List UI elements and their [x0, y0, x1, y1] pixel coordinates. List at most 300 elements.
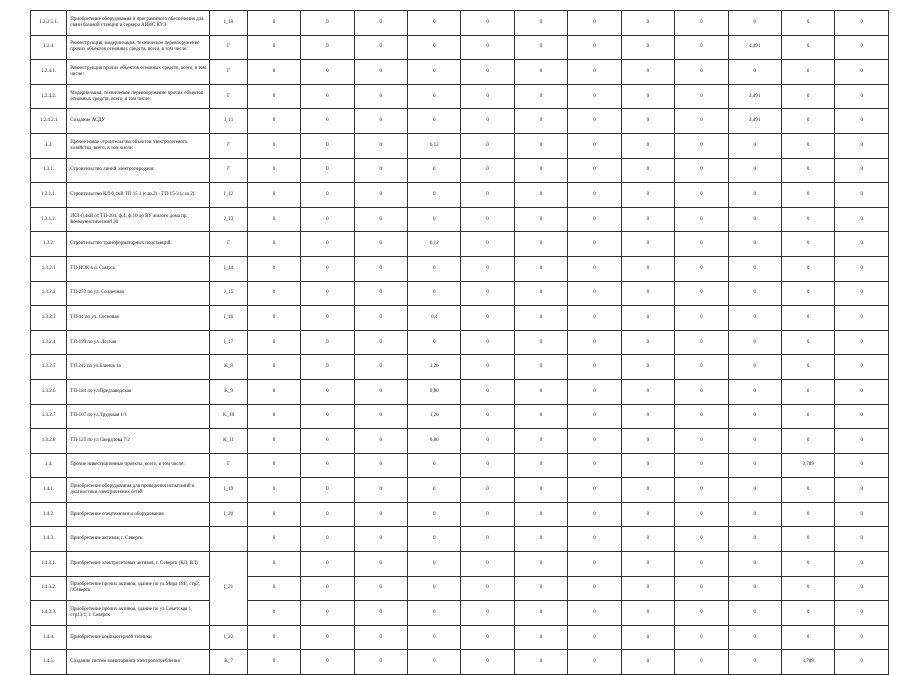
- row-code: Г: [210, 84, 247, 109]
- value-cell: 0: [354, 232, 407, 257]
- row-number: 1.4.3.: [31, 527, 67, 552]
- value-cell: 0: [675, 281, 728, 306]
- value-cell: 0: [568, 60, 621, 85]
- value-cell: 0: [621, 355, 674, 380]
- row-number: 1.2.4.: [31, 35, 67, 60]
- value-cell: 0: [514, 109, 567, 134]
- value-cell: 0: [247, 11, 300, 36]
- row-code: Г: [210, 133, 247, 158]
- row-code: Г: [210, 158, 247, 183]
- row-code: I_19: [210, 478, 247, 503]
- value-cell: 0: [835, 60, 889, 85]
- value-cell: 4,491: [728, 35, 781, 60]
- value-cell: 0: [728, 453, 781, 478]
- value-cell: 0: [728, 281, 781, 306]
- value-cell: 0: [621, 281, 674, 306]
- value-cell: 0: [568, 109, 621, 134]
- value-cell: 0: [408, 552, 461, 577]
- table-row: [31, 552, 889, 577]
- table-row: [31, 306, 889, 331]
- value-cell: 0: [461, 552, 514, 577]
- table-row: [31, 133, 889, 158]
- table-row: [31, 502, 889, 527]
- value-cell: 0: [728, 330, 781, 355]
- row-name: Приобретение оборудования и программного обеспечения для связи базовой станции и сервера АИИС КУЭ: [67, 11, 210, 36]
- value-cell: 0: [675, 60, 728, 85]
- value-cell: 0: [247, 453, 300, 478]
- value-cell: 0: [568, 133, 621, 158]
- value-cell: 0: [675, 552, 728, 577]
- value-cell: 0: [675, 158, 728, 183]
- value-cell: 0: [247, 650, 300, 675]
- value-cell: 0: [408, 256, 461, 281]
- value-cell: 0: [568, 232, 621, 257]
- value-cell: 0: [835, 429, 889, 454]
- value-cell: 0: [781, 60, 834, 85]
- value-cell: 0: [835, 650, 889, 675]
- value-cell: 0: [354, 306, 407, 331]
- value-cell: 0: [621, 84, 674, 109]
- row-code: K_7: [210, 650, 247, 675]
- value-cell: 0: [514, 158, 567, 183]
- value-cell: 0: [621, 601, 674, 626]
- value-cell: 0: [835, 35, 889, 60]
- value-cell: 0: [461, 84, 514, 109]
- row-name: Модернизация, техническое перевооружение прочих объектов основных средств, всего, в том числе:: [67, 84, 210, 109]
- value-cell: 0: [728, 232, 781, 257]
- value-cell: 0: [461, 35, 514, 60]
- value-cell: 0: [675, 109, 728, 134]
- value-cell: 0: [247, 84, 300, 109]
- value-cell: 0: [621, 35, 674, 60]
- value-cell: 0: [514, 379, 567, 404]
- value-cell: 0: [408, 60, 461, 85]
- row-number: 1.4.3.3.: [31, 601, 67, 626]
- value-cell: 0: [354, 330, 407, 355]
- value-cell: 3,789: [781, 650, 834, 675]
- value-cell: 0: [301, 60, 354, 85]
- table-row: [31, 11, 889, 36]
- value-cell: 0: [568, 158, 621, 183]
- value-cell: 0: [247, 330, 300, 355]
- value-cell: 0: [461, 133, 514, 158]
- value-cell: 0: [354, 133, 407, 158]
- value-cell: 0: [675, 355, 728, 380]
- value-cell: 0: [408, 84, 461, 109]
- value-cell: 0: [835, 84, 889, 109]
- table-row: [31, 379, 889, 404]
- row-code: J_13: [210, 207, 247, 232]
- value-cell: 0: [247, 281, 300, 306]
- value-cell: 0: [728, 355, 781, 380]
- value-cell: 0: [835, 281, 889, 306]
- value-cell: 0: [354, 60, 407, 85]
- value-cell: 0: [568, 429, 621, 454]
- value-cell: 0: [461, 158, 514, 183]
- value-cell: 0: [354, 527, 407, 552]
- value-cell: 0: [247, 478, 300, 503]
- value-cell: 0: [461, 330, 514, 355]
- value-cell: 0: [301, 527, 354, 552]
- row-code: I_22: [210, 625, 247, 650]
- value-cell: 0: [728, 576, 781, 601]
- value-cell: 1,26: [408, 404, 461, 429]
- value-cell: 0: [835, 330, 889, 355]
- row-number: 1.3.1.2.: [31, 207, 67, 232]
- value-cell: 0: [621, 650, 674, 675]
- row-number: 1.2.4.1.: [31, 60, 67, 85]
- value-cell: 0: [568, 478, 621, 503]
- row-code: I_17: [210, 330, 247, 355]
- value-cell: 0: [675, 625, 728, 650]
- value-cell: 0,80: [408, 429, 461, 454]
- row-name: Приобретение электросетевых активов, г. Северск (КЛ, ВЛ): [67, 552, 210, 577]
- table-row: [31, 429, 889, 454]
- value-cell: 0: [568, 256, 621, 281]
- row-name: ТП-44 по ул. Сосновая: [67, 306, 210, 331]
- row-name: Реконструкция, модернизация, техническое перевооружение прочих объектов основных средств, всего, в том числе:: [67, 35, 210, 60]
- value-cell: 0: [514, 11, 567, 36]
- table-row: [31, 601, 889, 626]
- value-cell: 0: [247, 60, 300, 85]
- value-cell: 0: [301, 502, 354, 527]
- value-cell: 0: [675, 379, 728, 404]
- value-cell: 0: [301, 232, 354, 257]
- value-cell: 0: [408, 453, 461, 478]
- value-cell: 0: [247, 133, 300, 158]
- value-cell: 0: [354, 625, 407, 650]
- value-cell: 0: [835, 207, 889, 232]
- row-name: Реконструкция прочих объектов основных средств, всего, в том числе:: [67, 60, 210, 85]
- value-cell: 0: [301, 84, 354, 109]
- value-cell: 0: [728, 60, 781, 85]
- row-number: 1.4.3.2.: [31, 576, 67, 601]
- value-cell: 0: [621, 453, 674, 478]
- value-cell: 0: [354, 552, 407, 577]
- value-cell: 0: [408, 35, 461, 60]
- value-cell: 0: [568, 502, 621, 527]
- value-cell: 0: [675, 11, 728, 36]
- value-cell: 0: [247, 502, 300, 527]
- table-row: [31, 207, 889, 232]
- value-cell: 0: [728, 158, 781, 183]
- value-cell: 0: [835, 256, 889, 281]
- value-cell: 0: [514, 650, 567, 675]
- value-cell: 0: [835, 625, 889, 650]
- row-number: 1.3.2.8: [31, 429, 67, 454]
- value-cell: 1,26: [408, 355, 461, 380]
- value-cell: 0: [621, 109, 674, 134]
- value-cell: 0: [781, 109, 834, 134]
- row-number: 1.3.1.: [31, 158, 67, 183]
- value-cell: 0: [675, 650, 728, 675]
- row-number: 1.3.: [31, 133, 67, 158]
- value-cell: 0: [408, 207, 461, 232]
- value-cell: 4,491: [728, 84, 781, 109]
- value-cell: 0: [247, 256, 300, 281]
- value-cell: 0: [461, 183, 514, 208]
- value-cell: 0: [568, 625, 621, 650]
- value-cell: 0: [781, 281, 834, 306]
- value-cell: 0: [675, 601, 728, 626]
- value-cell: 0: [568, 84, 621, 109]
- value-cell: 0: [568, 355, 621, 380]
- table-row: [31, 330, 889, 355]
- value-cell: 0: [728, 11, 781, 36]
- value-cell: 0: [301, 35, 354, 60]
- row-name: Создание АСДУ: [67, 109, 210, 134]
- value-cell: 0: [247, 306, 300, 331]
- value-cell: 0: [461, 281, 514, 306]
- value-cell: 0: [621, 502, 674, 527]
- row-number: 1.3.2.6: [31, 379, 67, 404]
- table-row: [31, 453, 889, 478]
- value-cell: 0: [354, 601, 407, 626]
- value-cell: 0: [621, 306, 674, 331]
- value-cell: 0: [781, 404, 834, 429]
- value-cell: 0: [354, 35, 407, 60]
- value-cell: 0: [461, 527, 514, 552]
- row-code: I_14: [210, 256, 247, 281]
- row-name: Приобретение прочих активов, здание по ул.Мира 18Е, стр2, г.Северск: [67, 576, 210, 601]
- row-number: 1.2.4.2.: [31, 84, 67, 109]
- value-cell: 0: [621, 379, 674, 404]
- value-cell: 0: [247, 625, 300, 650]
- value-cell: 0: [781, 330, 834, 355]
- row-code: Г: [210, 60, 247, 85]
- value-cell: 0: [621, 527, 674, 552]
- value-cell: 0: [621, 60, 674, 85]
- value-cell: 0: [835, 478, 889, 503]
- table-body: [31, 11, 889, 675]
- row-number: 1.3.2.3: [31, 306, 67, 331]
- value-cell: 0: [568, 576, 621, 601]
- value-cell: 0: [728, 183, 781, 208]
- value-cell: 0: [301, 379, 354, 404]
- value-cell: 0: [514, 478, 567, 503]
- table-row: [31, 232, 889, 257]
- value-cell: 0: [461, 404, 514, 429]
- value-cell: 0: [675, 404, 728, 429]
- value-cell: 0: [728, 478, 781, 503]
- value-cell: 0: [675, 429, 728, 454]
- row-code: Г: [210, 453, 247, 478]
- value-cell: 0: [301, 576, 354, 601]
- value-cell: 0: [568, 404, 621, 429]
- value-cell: 0: [675, 502, 728, 527]
- value-cell: 0: [514, 527, 567, 552]
- value-cell: 0: [835, 355, 889, 380]
- value-cell: 0: [568, 35, 621, 60]
- value-cell: 0,80: [408, 379, 461, 404]
- value-cell: 0: [354, 11, 407, 36]
- value-cell: 0: [301, 404, 354, 429]
- value-cell: 0: [514, 256, 567, 281]
- value-cell: 0: [728, 502, 781, 527]
- table-row: [31, 355, 889, 380]
- value-cell: 0: [675, 207, 728, 232]
- value-cell: 0: [728, 527, 781, 552]
- value-cell: 0: [781, 552, 834, 577]
- row-code: K_10: [210, 404, 247, 429]
- value-cell: 0: [781, 133, 834, 158]
- value-cell: 0: [568, 601, 621, 626]
- value-cell: 0: [514, 453, 567, 478]
- value-cell: 0: [461, 207, 514, 232]
- value-cell: 0: [781, 35, 834, 60]
- value-cell: 0: [568, 453, 621, 478]
- value-cell: 0: [675, 576, 728, 601]
- value-cell: 0: [675, 453, 728, 478]
- value-cell: 0: [835, 379, 889, 404]
- row-code: K_9: [210, 379, 247, 404]
- row-number: 1.3.2.: [31, 232, 67, 257]
- row-number: 1.3.2.5: [31, 355, 67, 380]
- value-cell: 0: [354, 281, 407, 306]
- value-cell: 0: [514, 281, 567, 306]
- value-cell: 0: [408, 109, 461, 134]
- value-cell: 0: [728, 601, 781, 626]
- value-cell: 0: [301, 183, 354, 208]
- value-cell: 0: [728, 552, 781, 577]
- value-cell: 0: [247, 404, 300, 429]
- value-cell: 3,789: [781, 453, 834, 478]
- value-cell: 0: [514, 207, 567, 232]
- value-cell: 0: [301, 133, 354, 158]
- value-cell: 0: [514, 601, 567, 626]
- value-cell: 0: [514, 552, 567, 577]
- value-cell: 0,4: [408, 306, 461, 331]
- value-cell: 0: [835, 527, 889, 552]
- value-cell: 0: [408, 330, 461, 355]
- value-cell: 0: [354, 207, 407, 232]
- value-cell: 0: [568, 207, 621, 232]
- value-cell: 0: [408, 478, 461, 503]
- row-code: I_20: [210, 502, 247, 527]
- value-cell: 0: [461, 379, 514, 404]
- value-cell: 0: [247, 601, 300, 626]
- row-number: 1.3.2.4: [31, 330, 67, 355]
- value-cell: 0: [301, 453, 354, 478]
- value-cell: 0: [621, 232, 674, 257]
- value-cell: 0: [354, 502, 407, 527]
- row-number: 1.2.3.5.1.: [31, 11, 67, 36]
- document-page: [30, 10, 890, 665]
- row-code: J_15: [210, 281, 247, 306]
- value-cell: 0: [461, 625, 514, 650]
- value-cell: 0: [408, 527, 461, 552]
- value-cell: 0: [781, 502, 834, 527]
- value-cell: 0: [408, 11, 461, 36]
- value-cell: 0: [621, 11, 674, 36]
- value-cell: 0: [781, 207, 834, 232]
- value-cell: 6,12: [408, 133, 461, 158]
- value-cell: 0: [301, 625, 354, 650]
- table-row: [31, 281, 889, 306]
- value-cell: 0: [621, 183, 674, 208]
- value-cell: 0: [354, 84, 407, 109]
- value-cell: 0: [835, 404, 889, 429]
- value-cell: 0: [461, 429, 514, 454]
- table-row: [31, 576, 889, 601]
- row-name: ТП-125 по ул Свердлова 7/2: [67, 429, 210, 454]
- value-cell: 0: [461, 650, 514, 675]
- row-number: 1.2.4.2.1: [31, 109, 67, 134]
- value-cell: 0: [728, 256, 781, 281]
- table-row: [31, 650, 889, 675]
- row-code: K_8: [210, 355, 247, 380]
- value-cell: 0: [247, 355, 300, 380]
- value-cell: 0: [835, 133, 889, 158]
- value-cell: 0: [621, 330, 674, 355]
- table-row: [31, 404, 889, 429]
- value-cell: 0: [621, 576, 674, 601]
- table-row: [31, 158, 889, 183]
- value-cell: 0: [514, 502, 567, 527]
- value-cell: 0: [354, 404, 407, 429]
- row-code: K_11: [210, 429, 247, 454]
- value-cell: 0: [408, 158, 461, 183]
- value-cell: 0: [514, 576, 567, 601]
- value-cell: 0: [781, 84, 834, 109]
- value-cell: 0: [835, 232, 889, 257]
- value-cell: 0: [514, 429, 567, 454]
- value-cell: 0: [247, 109, 300, 134]
- value-cell: 0: [675, 306, 728, 331]
- row-code: I_12: [210, 183, 247, 208]
- row-name: Строительство трансформаторных подстанций:: [67, 232, 210, 257]
- value-cell: 0: [514, 330, 567, 355]
- value-cell: 0: [835, 109, 889, 134]
- value-cell: 0: [247, 429, 300, 454]
- row-code: Г: [210, 35, 247, 60]
- value-cell: 0: [621, 404, 674, 429]
- value-cell: 0: [247, 576, 300, 601]
- value-cell: 0: [354, 478, 407, 503]
- value-cell: 0: [354, 576, 407, 601]
- value-cell: 4,491: [728, 109, 781, 134]
- value-cell: 0: [514, 84, 567, 109]
- value-cell: 0: [621, 133, 674, 158]
- value-cell: 0: [408, 576, 461, 601]
- value-cell: 0: [728, 306, 781, 331]
- value-cell: 0: [354, 158, 407, 183]
- value-cell: 0: [781, 183, 834, 208]
- row-name: Прочие инвестиционные проекты, всего, в том числе:: [67, 453, 210, 478]
- value-cell: 0: [568, 552, 621, 577]
- value-cell: 0: [354, 453, 407, 478]
- row-name: Строительство линий электропередачи:: [67, 158, 210, 183]
- value-cell: 0: [568, 650, 621, 675]
- row-number: 1.4.2.: [31, 502, 67, 527]
- row-name: Приобретение спецтехники и оборудования: [67, 502, 210, 527]
- value-cell: 0: [568, 527, 621, 552]
- row-number: 1.4.5.: [31, 650, 67, 675]
- value-cell: 0: [301, 207, 354, 232]
- row-number: 1.3.2.1: [31, 256, 67, 281]
- value-cell: 6,12: [408, 232, 461, 257]
- row-code: I_10: [210, 11, 247, 36]
- row-name: Приобретение прочих активов, здание по ул.Советская 1, стр13/1, г. Северск: [67, 601, 210, 626]
- table-row: [31, 109, 889, 134]
- value-cell: 0: [247, 552, 300, 577]
- row-number: 1.4.4.: [31, 625, 67, 650]
- value-cell: 0: [461, 256, 514, 281]
- value-cell: 0: [408, 601, 461, 626]
- row-name: ТП-107 по ул.Трудовая 1/1: [67, 404, 210, 429]
- value-cell: 0: [514, 183, 567, 208]
- value-cell: 0: [781, 158, 834, 183]
